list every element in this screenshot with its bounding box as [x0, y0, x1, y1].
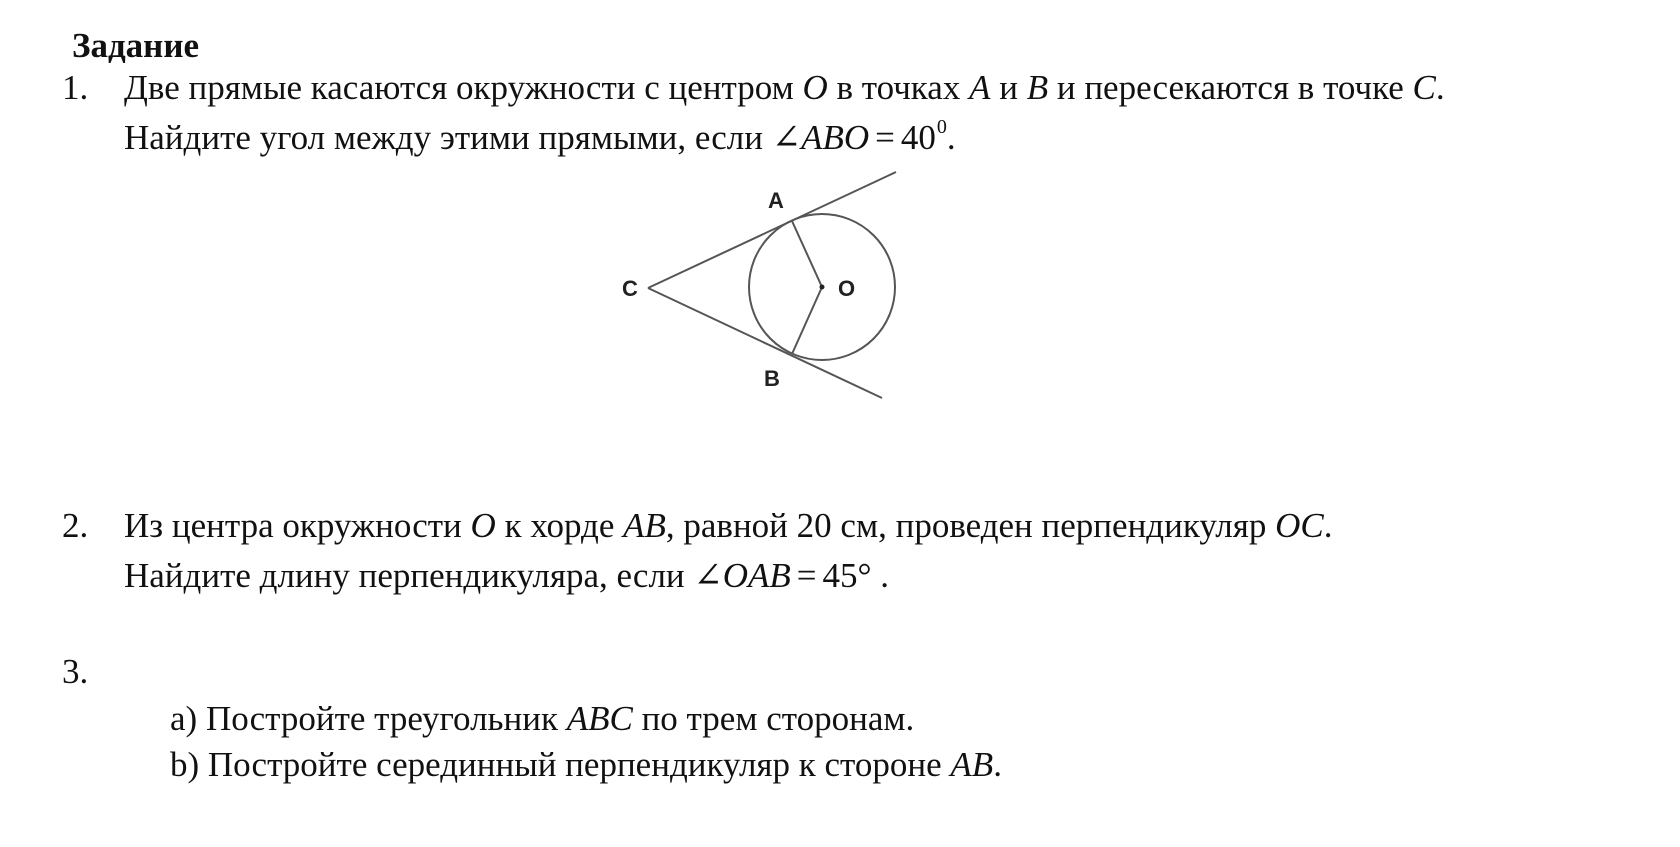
task-1-statement-line-1	[124, 66, 1445, 110]
task-2-period: .	[880, 556, 890, 595]
task-2-number: 2.	[62, 506, 89, 545]
task-3-number: 3.	[62, 652, 89, 691]
task-2-text: к хорде	[495, 506, 624, 545]
task-2-var-o: O	[470, 506, 496, 545]
task-3-item-a	[170, 697, 914, 741]
task-2-question: Найдите длину перпендикуляра, если	[124, 556, 694, 595]
task-1-text: и пересекаются в точке	[1048, 68, 1413, 107]
task-1-statement-line-2	[124, 116, 956, 165]
task-1-text: .	[1435, 68, 1445, 107]
task-2-statement-line-2	[124, 554, 889, 598]
figure-label-a: A	[768, 188, 784, 213]
task-3-a-text: по трем сторонам.	[632, 699, 915, 738]
task-1-number: 1.	[62, 68, 89, 107]
task-1-text: в точках	[827, 68, 970, 107]
task-1-degree: 0	[936, 116, 947, 138]
task-2-statement-line-1	[124, 504, 1333, 548]
radius-oa	[792, 221, 822, 287]
task-2-text: Из центра окружности	[124, 506, 471, 545]
task-3-item-b	[170, 743, 1002, 787]
task-3-b-text: .	[993, 745, 1002, 784]
figure-label-o: O	[838, 276, 856, 301]
page-title: Задание	[72, 26, 200, 65]
tangent-circle-figure	[622, 168, 980, 438]
task-1-question: Найдите угол между этими прямыми, если	[124, 118, 772, 157]
task-3-a-text: а) Постройте треугольник	[170, 699, 567, 738]
task-2-var-oc: OC	[1275, 506, 1324, 545]
task-1-text: и	[990, 68, 1027, 107]
task-1-angle-value: 40	[900, 118, 936, 157]
task-2-var-ab: AB	[623, 506, 666, 545]
task-1-var-b: B	[1026, 68, 1049, 107]
center-point-o	[820, 285, 825, 290]
task-1-equals: =	[875, 118, 895, 157]
task-1-angle: ∠ABO	[771, 118, 870, 157]
task-2-text: , равной 20 см, проведен перпендикуляр	[665, 506, 1276, 545]
task-1-period: .	[946, 118, 956, 157]
task-3-b-var-ab: AB	[950, 745, 994, 784]
task-1-var-o: O	[802, 68, 828, 107]
task-2-angle: ∠OAB	[693, 556, 791, 595]
radius-ob	[792, 287, 822, 354]
task-3-b-text: b) Постройте серединный перпендикуляр к стороне	[170, 745, 951, 784]
task-2-text: .	[1323, 506, 1333, 545]
figure-label-b: B	[764, 366, 780, 391]
figure-label-c: C	[622, 276, 638, 301]
task-3-a-var-abc: ABC	[566, 699, 633, 738]
task-2-angle-value: 45°	[822, 556, 872, 595]
task-1-var-c: C	[1412, 68, 1436, 107]
task-1-text: Две прямые касаются окружности с центром	[124, 68, 803, 107]
task-2-equals: =	[796, 556, 817, 595]
task-1-var-a: A	[969, 68, 991, 107]
